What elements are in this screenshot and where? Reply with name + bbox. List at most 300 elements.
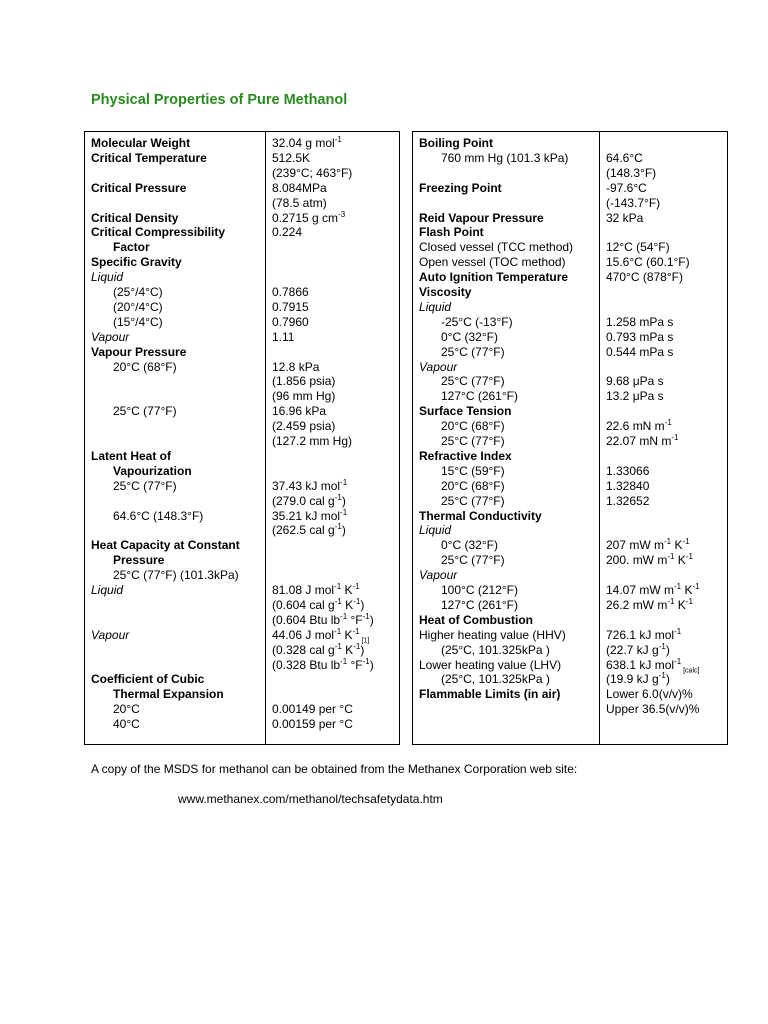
- value-vmid: K: [341, 583, 353, 597]
- table-row: [413, 374, 727, 389]
- property-label: (25°C, 101.325kPa ): [441, 642, 550, 657]
- property-label: 25°C (77°F): [113, 404, 177, 419]
- value-text: 15.6°C (60.1°F): [606, 255, 690, 270]
- value-vsup2: -1: [352, 626, 360, 636]
- table-row: [85, 464, 399, 479]
- property-value: [606, 583, 700, 598]
- value-vtail: ): [665, 672, 670, 687]
- table-row: [413, 419, 727, 434]
- property-value: [272, 225, 302, 240]
- msds-note: A copy of the MSDS for methanol can be obtained from the Methanex Corporation web site:: [91, 762, 578, 776]
- property-label: 20°C: [113, 702, 140, 717]
- value-text: 13.2 μPa s: [606, 389, 664, 404]
- property-label: Auto Ignition Temperature: [419, 270, 569, 285]
- value-text: 8.084MPa: [272, 180, 327, 195]
- value-vmid: K: [671, 538, 683, 553]
- table-row: [413, 330, 727, 345]
- table-row: [85, 240, 399, 255]
- property-label: Factor: [113, 240, 150, 255]
- value-text: 0.00149 per °C: [272, 702, 353, 717]
- property-value: [606, 151, 643, 166]
- value-text: (1.856 psia): [272, 374, 336, 389]
- table-row: [85, 196, 399, 211]
- value-text: 1.32840: [606, 478, 650, 493]
- value-vsub: [calc]: [681, 666, 700, 674]
- properties-table-right: [412, 131, 728, 745]
- property-value: [272, 702, 353, 717]
- value-text: (127.2 mm Hg): [272, 434, 353, 448]
- property-label: Heat of Combustion: [419, 612, 533, 627]
- value-text: 12.8 kPa: [272, 359, 320, 374]
- property-label: 100°C (212°F): [441, 583, 518, 597]
- value-text: 32 kPa: [606, 210, 644, 225]
- property-value: [606, 255, 690, 270]
- property-label: 64.6°C (148.3°F): [113, 508, 204, 523]
- value-vsup: -1: [671, 433, 679, 442]
- value-text: 0.544 mPa s: [606, 344, 674, 359]
- value-text: (22.7 kJ g: [606, 642, 659, 657]
- value-text: 470°C (878°F): [606, 270, 683, 285]
- value-text: Upper 36.5(v/v)%: [606, 702, 700, 717]
- value-text: 12°C (54°F): [606, 240, 670, 255]
- property-value: [272, 330, 294, 345]
- property-value: [272, 419, 335, 434]
- value-vsup: -1: [664, 537, 672, 547]
- property-value: [272, 494, 346, 509]
- table-row: [85, 389, 399, 404]
- value-vmid: K: [674, 553, 686, 568]
- property-value: [606, 389, 664, 404]
- property-label: 0°C (32°F): [441, 538, 498, 553]
- property-value: [606, 166, 656, 181]
- value-text: 22.6 mN m: [606, 419, 665, 434]
- value-text: 0.2715 g cm: [272, 210, 339, 225]
- property-label: Open vessel (TOC method): [419, 255, 566, 270]
- property-value: [272, 181, 327, 196]
- table-row: [85, 211, 399, 226]
- property-value: [272, 196, 327, 211]
- property-label: Critical Temperature: [91, 150, 207, 165]
- property-label: Reid Vapour Pressure: [419, 210, 544, 225]
- table-row: [413, 315, 727, 330]
- table-row: [85, 509, 399, 524]
- table-row: [85, 360, 399, 375]
- table-row: [85, 181, 399, 196]
- value-vsup: -1: [334, 492, 342, 502]
- table-row: [85, 628, 399, 643]
- value-vmid: K: [341, 627, 353, 642]
- property-label: 127°C (261°F): [441, 389, 518, 404]
- value-text: Lower 6.0(v/v)%: [606, 687, 693, 702]
- property-label: Freezing Point: [419, 180, 502, 195]
- table-row: [85, 717, 399, 732]
- value-text: (0.604 Btu lb: [272, 612, 341, 627]
- value-text: 35.21 kJ mol: [272, 508, 341, 523]
- value-vtail: ): [360, 597, 365, 612]
- table-row: [85, 583, 399, 598]
- table-row: [413, 211, 727, 226]
- property-label: Critical Compressibility: [91, 225, 226, 240]
- value-text: (239°C; 463°F): [272, 165, 353, 180]
- value-vtail: ): [369, 612, 374, 627]
- property-value: [272, 583, 360, 598]
- property-value: [606, 330, 673, 345]
- property-label: Closed vessel (TCC method): [419, 240, 574, 255]
- table-row: [85, 643, 399, 658]
- table-row: [413, 479, 727, 494]
- table-row: [85, 270, 399, 285]
- value-vsup: -1: [334, 582, 342, 591]
- property-label: 25°C (77°F): [441, 493, 505, 508]
- property-value: [606, 494, 649, 509]
- value-vsup2: -1: [692, 582, 700, 591]
- property-value: [272, 643, 364, 658]
- table-row: [413, 672, 727, 687]
- value-vsup2: -1: [353, 596, 361, 606]
- value-vsup: -1: [340, 656, 348, 666]
- property-value: [606, 374, 664, 389]
- property-value: [606, 553, 693, 568]
- table-row: [85, 553, 399, 568]
- value-text: 1.32652: [606, 493, 650, 508]
- property-label: Surface Tension: [419, 404, 512, 419]
- property-label: (15°/4°C): [113, 314, 163, 329]
- property-label: Boiling Point: [419, 136, 493, 150]
- property-label: Vapourization: [113, 463, 192, 478]
- value-text: 207 mW m: [606, 538, 665, 553]
- value-vsup: -1: [674, 656, 682, 666]
- table-row: [413, 568, 727, 583]
- property-label: Vapour: [419, 568, 458, 583]
- table-row: [85, 151, 399, 166]
- value-text: (2.459 psia): [272, 419, 336, 434]
- table-row: [85, 419, 399, 434]
- table-row: [413, 181, 727, 196]
- property-label: Lower heating value (LHV): [419, 657, 562, 672]
- property-value: [606, 702, 699, 717]
- table-row: [85, 672, 399, 687]
- property-value: [606, 628, 681, 643]
- value-text: (19.9 kJ g: [606, 672, 659, 687]
- value-vsup2: -1: [353, 641, 361, 651]
- value-text: (0.328 cal g: [272, 642, 335, 657]
- property-value: [272, 658, 374, 673]
- property-label: Vapour: [91, 627, 130, 642]
- value-vsub: [1]: [359, 637, 370, 645]
- table-row: [413, 494, 727, 509]
- table-row: [413, 285, 727, 300]
- property-value: [272, 479, 347, 494]
- msds-url: www.methanex.com/methanol/techsafetydata.htm: [178, 792, 443, 806]
- value-vmid: K: [341, 597, 354, 612]
- table-row: [85, 404, 399, 419]
- property-label: 20°C (68°F): [113, 359, 177, 374]
- property-label: (25°C, 101.325kPa ): [441, 672, 550, 687]
- property-label: Flammable Limits (in air): [419, 687, 561, 702]
- table-row: [85, 613, 399, 628]
- value-text: 9.68 μPa s: [606, 374, 664, 389]
- value-vtail: ): [341, 523, 346, 538]
- property-label: Pressure: [113, 553, 165, 568]
- property-value: [606, 240, 670, 255]
- property-label: Critical Density: [91, 210, 179, 225]
- table-row: [413, 702, 727, 717]
- property-label: 127°C (261°F): [441, 597, 518, 612]
- property-value: [606, 419, 672, 434]
- property-value: [272, 300, 309, 315]
- table-row: [85, 330, 399, 345]
- property-value: [272, 285, 309, 300]
- property-label: Molecular Weight: [91, 136, 191, 150]
- value-text: 26.2 mW m: [606, 597, 668, 612]
- property-value: [272, 211, 345, 226]
- value-text: (148.3°F): [606, 165, 657, 180]
- value-text: 0.7915: [272, 299, 309, 314]
- table-row: [413, 270, 727, 285]
- table-row: [413, 389, 727, 404]
- property-value: [272, 598, 364, 613]
- table-row: [85, 345, 399, 360]
- table-row: [85, 687, 399, 702]
- table-row: [413, 166, 727, 181]
- value-text: 0.00159 per °C: [272, 717, 353, 732]
- property-value: [272, 374, 335, 389]
- value-vmid: °F: [347, 612, 363, 627]
- property-value: [272, 523, 346, 538]
- table-row: [413, 196, 727, 211]
- table-row: [413, 360, 727, 375]
- property-label: Heat Capacity at Constant: [91, 538, 240, 553]
- value-vtail: ): [369, 657, 374, 672]
- property-label: Higher heating value (HHV): [419, 627, 566, 642]
- value-vmid: °F: [347, 657, 363, 672]
- table-row: [413, 464, 727, 479]
- value-text: 14.07 mW m: [606, 583, 675, 597]
- value-text: 200. mW m: [606, 553, 668, 568]
- value-vsup2: -1: [685, 596, 693, 606]
- table-row: [413, 404, 727, 419]
- table-row: [413, 345, 727, 360]
- table-row: [85, 702, 399, 717]
- table-row: [413, 240, 727, 255]
- property-label: Liquid: [419, 299, 452, 314]
- property-value: [606, 434, 678, 449]
- value-vmid: K: [674, 597, 686, 612]
- table-row: [413, 449, 727, 464]
- value-text: 0.7960: [272, 314, 309, 329]
- table-row: [85, 449, 399, 464]
- property-value: [272, 613, 374, 628]
- property-label: Specific Gravity: [91, 255, 182, 270]
- property-label: 25°C (77°F): [441, 553, 505, 568]
- property-label: -25°C (-13°F): [441, 314, 513, 329]
- value-text: 0.224: [272, 225, 303, 240]
- table-row: [413, 583, 727, 598]
- table-row: [85, 568, 399, 583]
- value-vsup2: -1: [682, 537, 690, 547]
- property-label: (25°/4°C): [113, 285, 163, 299]
- table-row: [413, 509, 727, 524]
- table-row: [85, 523, 399, 538]
- property-label: 25°C (77°F): [441, 344, 505, 359]
- value-vsup: -3: [338, 209, 346, 219]
- value-vsup2: -1: [362, 611, 370, 621]
- table-row: [413, 658, 727, 673]
- property-label: 25°C (77°F): [441, 434, 505, 448]
- table-row: [85, 285, 399, 300]
- value-vsup: -1: [334, 626, 342, 636]
- table-row: [85, 166, 399, 181]
- value-vtail: ): [341, 493, 346, 508]
- property-label: 25°C (77°F): [113, 478, 177, 493]
- table-row: [85, 658, 399, 673]
- property-label: 25°C (77°F) (101.3kPa): [113, 568, 239, 583]
- table-row: [413, 136, 727, 151]
- value-text: 1.258 mPa s: [606, 314, 674, 329]
- value-vtail: ): [360, 642, 365, 657]
- value-text: 1.33066: [606, 463, 650, 478]
- value-vmid: K: [341, 642, 354, 657]
- value-text: (0.604 cal g: [272, 597, 335, 612]
- property-label: Vapour Pressure: [91, 344, 187, 359]
- property-value: [606, 270, 683, 285]
- page-title: Physical Properties of Pure Methanol: [91, 92, 348, 108]
- property-value: [606, 181, 647, 196]
- property-label: 25°C (77°F): [441, 374, 505, 389]
- property-label: Coefficient of Cubic: [91, 672, 205, 687]
- table-row: [413, 434, 727, 449]
- table-row: [85, 255, 399, 270]
- property-label: Liquid: [419, 523, 452, 538]
- table-row: [85, 434, 399, 449]
- table-row: [413, 538, 727, 553]
- property-value: [606, 538, 690, 553]
- value-vsup2: -1: [352, 582, 360, 591]
- property-value: [606, 345, 673, 360]
- value-vsup: -1: [334, 522, 342, 532]
- table-row: [413, 687, 727, 702]
- property-label: (20°/4°C): [113, 299, 163, 314]
- table-row: [85, 538, 399, 553]
- property-value: [606, 479, 649, 494]
- value-vsup: -1: [334, 641, 342, 651]
- table-row: [413, 613, 727, 628]
- property-value: [606, 672, 670, 687]
- value-text: -97.6°C: [606, 180, 647, 195]
- value-text: (0.328 Btu lb: [272, 657, 341, 672]
- value-vsup: -1: [674, 582, 682, 591]
- value-vsup: -1: [340, 507, 348, 517]
- table-row: [413, 300, 727, 315]
- property-label: Liquid: [91, 270, 124, 285]
- value-text: 0.7866: [272, 285, 309, 299]
- value-text: (-143.7°F): [606, 195, 661, 210]
- value-vmid: K: [681, 583, 693, 597]
- value-vsup: -1: [340, 611, 348, 621]
- value-text: 512.5K: [272, 150, 311, 165]
- value-text: (262.5 cal g: [272, 523, 335, 538]
- value-text: 0.793 mPa s: [606, 329, 674, 344]
- property-value: [272, 509, 347, 524]
- value-text: 726.1 kJ mol: [606, 627, 675, 642]
- table-row: [85, 300, 399, 315]
- property-value: [606, 211, 643, 226]
- table-row: [85, 136, 399, 151]
- property-label: Refractive Index: [419, 448, 512, 463]
- property-label: Liquid: [91, 583, 124, 597]
- table-row: [413, 553, 727, 568]
- property-label: Thermal Conductivity: [419, 508, 542, 523]
- properties-table-left: [84, 131, 400, 745]
- value-text: 81.08 J mol: [272, 583, 335, 597]
- value-text: 37.43 kJ mol: [272, 478, 341, 493]
- value-text: 22.07 mN m: [606, 434, 672, 448]
- property-value: [272, 166, 352, 181]
- value-vsup: -1: [334, 596, 342, 606]
- value-text: 16.96 kPa: [272, 404, 327, 419]
- property-label: 760 mm Hg (101.3 kPa): [441, 150, 569, 165]
- value-text: 1.11: [272, 329, 295, 344]
- property-label: Thermal Expansion: [113, 687, 224, 702]
- value-vsup: -1: [658, 641, 666, 651]
- property-value: [606, 196, 660, 211]
- value-vsup: -1: [674, 626, 682, 636]
- value-text: (78.5 atm): [272, 195, 327, 210]
- property-value: [272, 404, 326, 419]
- property-label: 40°C: [113, 717, 140, 732]
- property-value: [272, 389, 335, 404]
- table-row: [413, 151, 727, 166]
- property-value: [272, 136, 342, 151]
- table-row: [85, 598, 399, 613]
- table-row: [413, 643, 727, 658]
- table-row: [413, 523, 727, 538]
- table-row: [85, 315, 399, 330]
- property-value: [272, 151, 310, 166]
- table-row: [85, 374, 399, 389]
- property-label: Critical Pressure: [91, 180, 187, 195]
- property-label: Latent Heat of: [91, 448, 172, 463]
- property-value: [606, 658, 699, 673]
- table-row: [85, 479, 399, 494]
- property-label: Vapour: [419, 359, 458, 374]
- property-label: Vapour: [91, 329, 130, 344]
- value-text: 638.1 kJ mol: [606, 657, 675, 672]
- value-vsup: -1: [334, 135, 342, 144]
- value-vsup: -1: [667, 552, 675, 562]
- property-value: [606, 315, 673, 330]
- property-label: Viscosity: [419, 285, 472, 299]
- value-vsup: -1: [664, 418, 672, 428]
- property-label: 0°C (32°F): [441, 329, 498, 344]
- table-row: [413, 628, 727, 643]
- property-label: 20°C (68°F): [441, 419, 505, 434]
- value-vsup2: -1: [685, 552, 693, 562]
- property-value: [272, 315, 309, 330]
- value-text: (279.0 cal g: [272, 493, 335, 508]
- property-value: [272, 360, 319, 375]
- value-text: 64.6°C: [606, 150, 643, 165]
- table-row: [85, 494, 399, 509]
- value-vsup: -1: [667, 596, 675, 606]
- value-vsup2: -1: [362, 656, 370, 666]
- table-row: [413, 598, 727, 613]
- property-value: [272, 434, 352, 449]
- value-text: 32.04 g mol: [272, 136, 335, 150]
- value-vsup: -1: [340, 477, 348, 487]
- table-row: [413, 255, 727, 270]
- property-value: [272, 717, 353, 732]
